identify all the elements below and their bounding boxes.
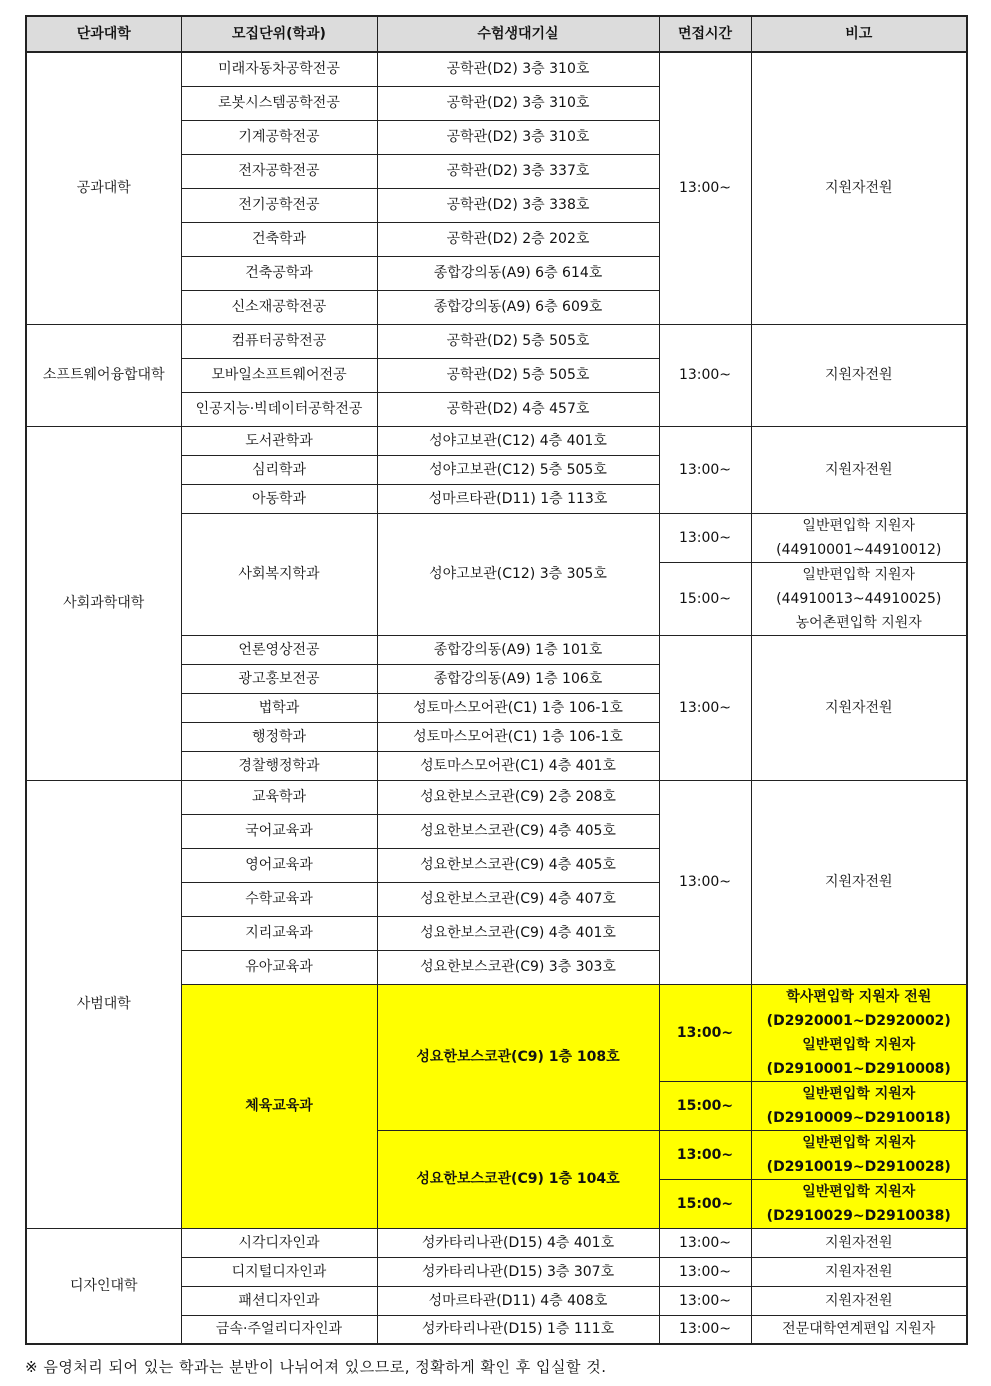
time-cell-highlighted: 13:00~ xyxy=(659,1130,751,1179)
dept-cell: 인공지능·빅데이터공학전공 xyxy=(181,392,377,426)
dept-cell: 광고홍보전공 xyxy=(181,664,377,693)
room-cell: 공학관(D2) 5층 505호 xyxy=(377,358,659,392)
dept-cell: 로봇시스템공학전공 xyxy=(181,86,377,120)
time-cell: 13:00~ xyxy=(659,513,751,562)
table-row xyxy=(26,324,967,358)
room-cell: 종합강의동(A9) 1층 101호 xyxy=(377,635,659,664)
dept-cell: 건축학과 xyxy=(181,222,377,256)
room-cell: 공학관(D2) 3층 310호 xyxy=(377,52,659,86)
room-cell: 성토마스모어관(C1) 1층 106-1호 xyxy=(377,693,659,722)
dept-cell: 신소재공학전공 xyxy=(181,290,377,324)
room-cell: 성마르타관(D11) 4층 408호 xyxy=(377,1286,659,1315)
time-cell: 13:00~ xyxy=(659,1257,751,1286)
note-cell-highlighted: 일반편입학 지원자 xyxy=(751,1130,967,1155)
dept-cell: 영어교육과 xyxy=(181,848,377,882)
time-cell-highlighted: 13:00~ xyxy=(659,984,751,1081)
dept-cell: 경찰행정학과 xyxy=(181,751,377,780)
time-cell: 13:00~ xyxy=(659,1228,751,1257)
note-cell-highlighted: 일반편입학 지원자 xyxy=(751,1081,967,1106)
note-cell: 일반편입학 지원자 xyxy=(751,562,967,587)
room-cell: 공학관(D2) 3층 337호 xyxy=(377,154,659,188)
note-cell: 일반편입학 지원자 xyxy=(751,513,967,538)
room-cell: 성야고보관(C12) 3층 305호 xyxy=(377,513,659,635)
note-cell: (44910001~44910012) xyxy=(751,538,967,563)
header-dept: 모집단위(학과) xyxy=(181,16,377,52)
room-cell: 성토마스모어관(C1) 1층 106-1호 xyxy=(377,722,659,751)
dept-cell: 전기공학전공 xyxy=(181,188,377,222)
note-cell: 지원자전원 xyxy=(751,426,967,513)
room-cell: 공학관(D2) 2층 202호 xyxy=(377,222,659,256)
room-cell: 성요한보스코관(C9) 3층 303호 xyxy=(377,950,659,984)
room-cell: 성카타리나관(D15) 4층 401호 xyxy=(377,1228,659,1257)
dept-cell: 미래자동차공학전공 xyxy=(181,52,377,86)
dept-cell: 패션디자인과 xyxy=(181,1286,377,1315)
table-row xyxy=(26,1228,967,1257)
interview-schedule-table xyxy=(25,15,968,1345)
dept-cell: 전자공학전공 xyxy=(181,154,377,188)
college-cell: 디자인대학 xyxy=(26,1228,181,1344)
room-cell: 성요한보스코관(C9) 4층 407호 xyxy=(377,882,659,916)
dept-cell: 건축공학과 xyxy=(181,256,377,290)
note-cell-highlighted: (D2910019~D2910028) xyxy=(751,1155,967,1180)
note-cell-highlighted: 일반편입학 지원자 xyxy=(751,1179,967,1204)
dept-cell: 기계공학전공 xyxy=(181,120,377,154)
footnote: ※ 음영처리 되어 있는 학과는 분반이 나뉘어져 있으므로, 정확하게 확인 후 입실할 것. xyxy=(25,1358,607,1376)
dept-cell: 교육학과 xyxy=(181,780,377,814)
dept-cell: 지리교육과 xyxy=(181,916,377,950)
dept-cell-highlighted: 체육교육과 xyxy=(181,984,377,1228)
room-cell: 종합강의동(A9) 1층 106호 xyxy=(377,664,659,693)
dept-cell: 시각디자인과 xyxy=(181,1228,377,1257)
room-cell: 성야고보관(C12) 4층 401호 xyxy=(377,426,659,455)
room-cell-highlighted: 성요한보스코관(C9) 1층 108호 xyxy=(377,984,659,1130)
dept-cell: 컴퓨터공학전공 xyxy=(181,324,377,358)
note-cell: 지원자전원 xyxy=(751,324,967,426)
note-cell: 지원자전원 xyxy=(751,1257,967,1286)
time-cell: 13:00~ xyxy=(659,635,751,780)
time-cell: 13:00~ xyxy=(659,52,751,324)
room-cell: 성마르타관(D11) 1층 113호 xyxy=(377,484,659,513)
room-cell: 공학관(D2) 4층 457호 xyxy=(377,392,659,426)
note-cell: (44910013~44910025) xyxy=(751,587,967,611)
room-cell: 종합강의동(A9) 6층 609호 xyxy=(377,290,659,324)
room-cell: 성요한보스코관(C9) 4층 405호 xyxy=(377,848,659,882)
dept-cell: 도서관학과 xyxy=(181,426,377,455)
room-cell: 성요한보스코관(C9) 4층 405호 xyxy=(377,814,659,848)
room-cell: 공학관(D2) 3층 310호 xyxy=(377,86,659,120)
note-cell: 전문대학연계편입 지원자 xyxy=(751,1315,967,1344)
header-row xyxy=(26,16,967,52)
room-cell: 공학관(D2) 3층 310호 xyxy=(377,120,659,154)
college-cell: 사회과학대학 xyxy=(26,426,181,780)
room-cell: 성요한보스코관(C9) 2층 208호 xyxy=(377,780,659,814)
time-cell: 13:00~ xyxy=(659,324,751,426)
note-cell: 지원자전원 xyxy=(751,635,967,780)
note-cell-highlighted: 일반편입학 지원자 xyxy=(751,1033,967,1057)
table-row xyxy=(26,426,967,455)
header-room: 수험생대기실 xyxy=(377,16,659,52)
room-cell-highlighted: 성요한보스코관(C9) 1층 104호 xyxy=(377,1130,659,1228)
dept-cell: 유아교육과 xyxy=(181,950,377,984)
note-cell-highlighted: (D2910009~D2910018) xyxy=(751,1106,967,1131)
note-cell: 지원자전원 xyxy=(751,1228,967,1257)
dept-cell: 수학교육과 xyxy=(181,882,377,916)
time-cell-highlighted: 15:00~ xyxy=(659,1179,751,1228)
time-cell-highlighted: 15:00~ xyxy=(659,1081,751,1130)
room-cell: 종합강의동(A9) 6층 614호 xyxy=(377,256,659,290)
college-cell: 사범대학 xyxy=(26,780,181,1228)
room-cell: 성카타리나관(D15) 3층 307호 xyxy=(377,1257,659,1286)
dept-cell: 언론영상전공 xyxy=(181,635,377,664)
time-cell: 13:00~ xyxy=(659,1315,751,1344)
header-college: 단과대학 xyxy=(26,16,181,52)
note-cell-highlighted: (D2920001~D2920002) xyxy=(751,1009,967,1033)
dept-cell: 모바일소프트웨어전공 xyxy=(181,358,377,392)
table-row xyxy=(26,52,967,86)
note-cell-highlighted: (D2910001~D2910008) xyxy=(751,1057,967,1082)
dept-cell: 사회복지학과 xyxy=(181,513,377,635)
college-cell: 소프트웨어융합대학 xyxy=(26,324,181,426)
dept-cell: 국어교육과 xyxy=(181,814,377,848)
header-time: 면접시간 xyxy=(659,16,751,52)
time-cell: 13:00~ xyxy=(659,426,751,513)
dept-cell: 금속·주얼리디자인과 xyxy=(181,1315,377,1344)
room-cell: 성야고보관(C12) 5층 505호 xyxy=(377,455,659,484)
note-cell: 농어촌편입학 지원자 xyxy=(751,611,967,636)
note-cell-highlighted: 학사편입학 지원자 전원 xyxy=(751,984,967,1009)
dept-cell: 법학과 xyxy=(181,693,377,722)
dept-cell: 아동학과 xyxy=(181,484,377,513)
dept-cell: 심리학과 xyxy=(181,455,377,484)
room-cell: 공학관(D2) 5층 505호 xyxy=(377,324,659,358)
note-cell-highlighted: (D2910029~D2910038) xyxy=(751,1204,967,1229)
room-cell: 공학관(D2) 3층 338호 xyxy=(377,188,659,222)
dept-cell: 행정학과 xyxy=(181,722,377,751)
header-note: 비고 xyxy=(751,16,967,52)
time-cell: 13:00~ xyxy=(659,780,751,984)
room-cell: 성요한보스코관(C9) 4층 401호 xyxy=(377,916,659,950)
room-cell: 성토마스모어관(C1) 4층 401호 xyxy=(377,751,659,780)
time-cell: 13:00~ xyxy=(659,1286,751,1315)
college-cell: 공과대학 xyxy=(26,52,181,324)
note-cell: 지원자전원 xyxy=(751,1286,967,1315)
time-cell: 15:00~ xyxy=(659,562,751,635)
room-cell: 성카타리나관(D15) 1층 111호 xyxy=(377,1315,659,1344)
note-cell: 지원자전원 xyxy=(751,52,967,324)
table-row xyxy=(26,780,967,814)
dept-cell: 디지털디자인과 xyxy=(181,1257,377,1286)
note-cell: 지원자전원 xyxy=(751,780,967,984)
